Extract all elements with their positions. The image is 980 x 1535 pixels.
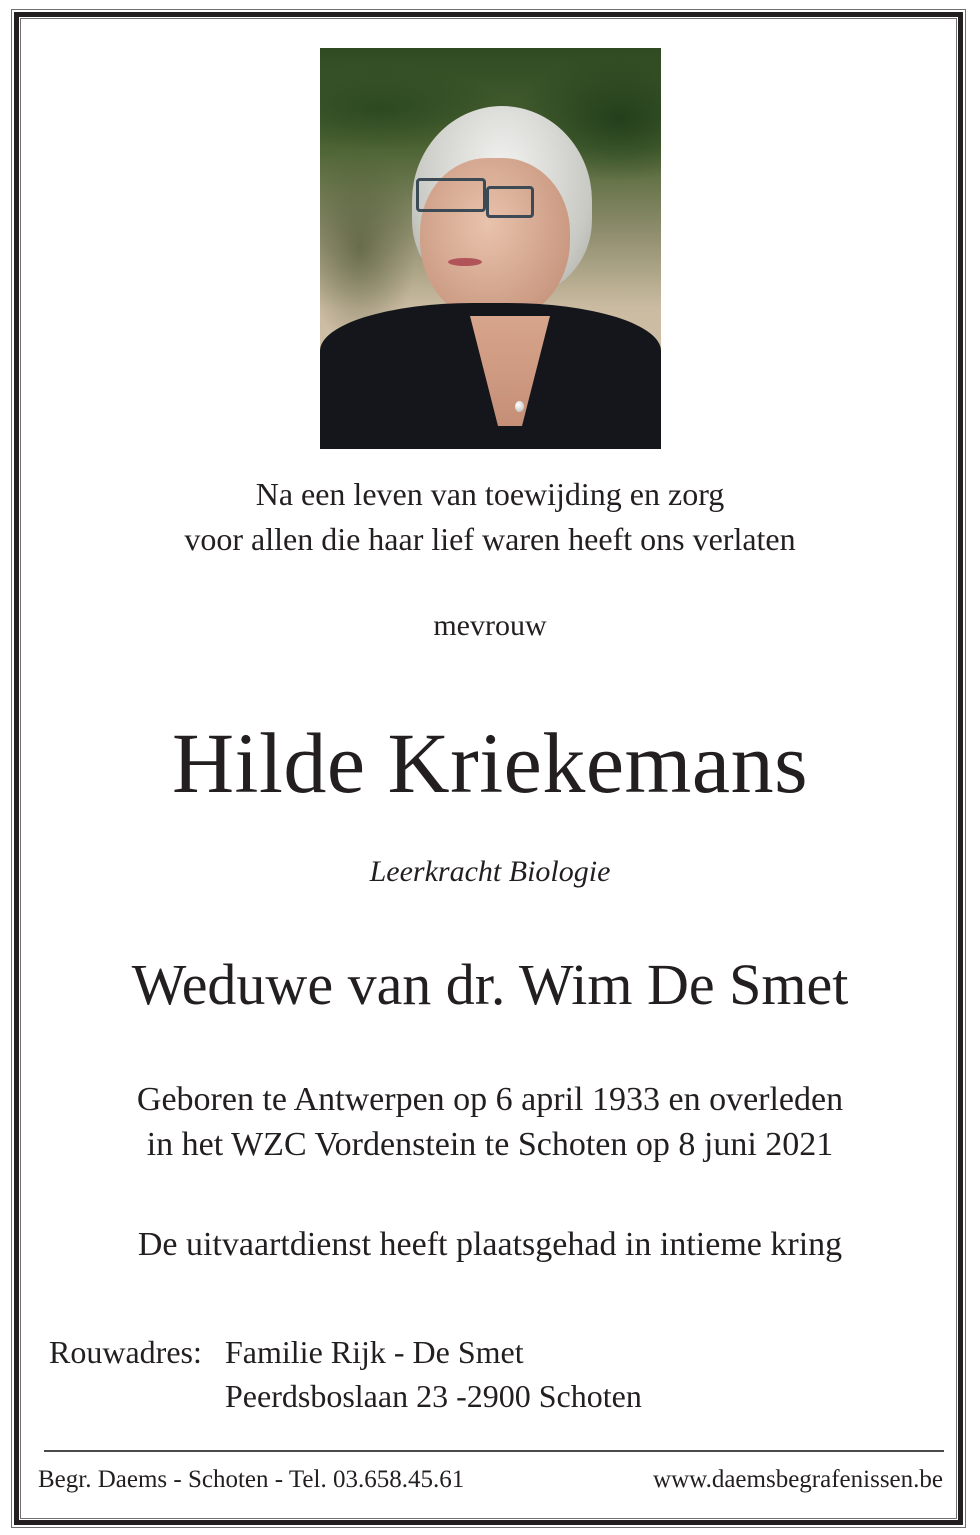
lips xyxy=(448,258,482,266)
mourning-address xyxy=(49,1330,642,1418)
dates-line-2: in het WZC Vordenstein te Schoten op 8 juni 2021 xyxy=(146,1126,834,1163)
dates-line-1: Geboren te Antwerpen op 6 april 1933 en overleden xyxy=(136,1081,844,1118)
birth-death-text xyxy=(0,1077,980,1167)
pearl-pendant xyxy=(515,401,524,412)
widow-of: Weduwe van dr. Wim De Smet xyxy=(131,952,849,1017)
footer-divider xyxy=(44,1450,944,1452)
address-line-2: Peerdsboslaan 23 -2900 Schoten xyxy=(225,1378,642,1414)
title-prefix: mevrouw xyxy=(433,609,547,642)
occupation: Leerkracht Biologie xyxy=(369,855,611,888)
intro-line-1: Na een leven van toewijding en zorg xyxy=(255,476,725,512)
deceased-name: Hilde Kriekemans xyxy=(171,715,809,811)
portrait-photo xyxy=(320,48,661,449)
intro-line-2: voor allen die haar lief waren heeft ons verlaten xyxy=(184,521,796,557)
funeral-home-website-link[interactable]: www.daemsbegrafenissen.be xyxy=(653,1466,943,1493)
glasses-right-lens xyxy=(486,186,534,218)
glasses-left-lens xyxy=(416,178,486,212)
address-label: Rouwadres: xyxy=(49,1334,202,1370)
funeral-home-contact: Begr. Daems - Schoten - Tel. 03.658.45.61 xyxy=(38,1466,465,1493)
ceremony-text: De uitvaartdienst heeft plaatsgehad in intieme kring xyxy=(137,1226,843,1263)
address-line-1: Familie Rijk - De Smet xyxy=(225,1334,524,1370)
intro-text xyxy=(0,472,980,562)
